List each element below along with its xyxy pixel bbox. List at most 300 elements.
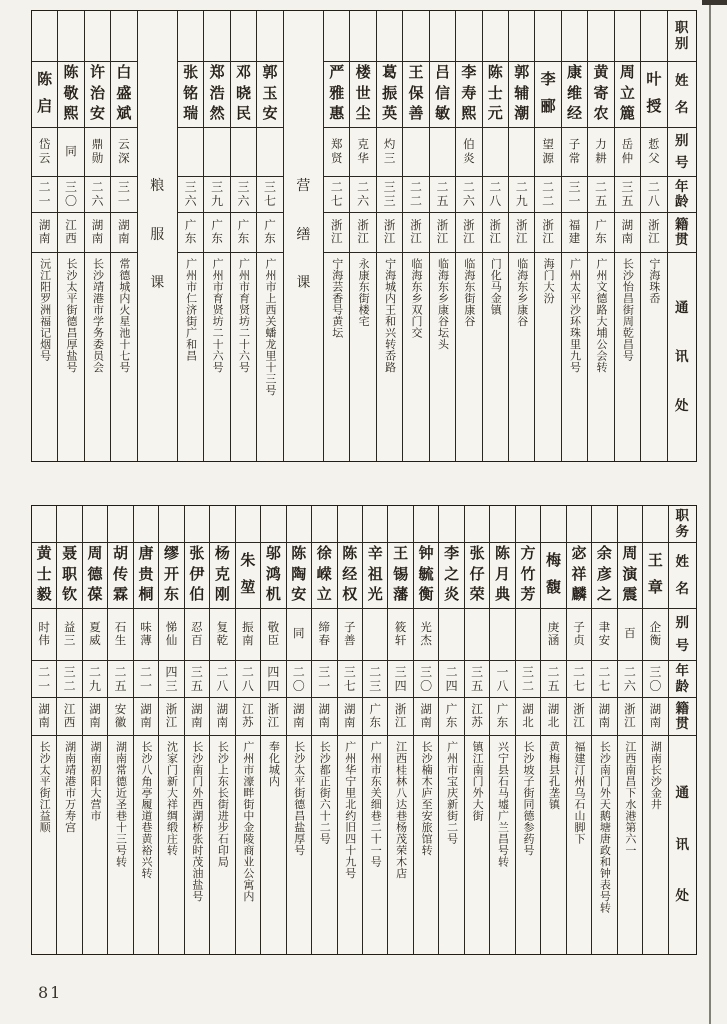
age-cell: 二 八 (641, 176, 666, 212)
name-cell: 李 之 炎 (439, 542, 463, 608)
person-column (429, 11, 455, 461)
job-cell (231, 11, 256, 61)
person-column (57, 11, 83, 461)
name-cell: 楼 世 尘 (350, 61, 375, 127)
contact-address: 长沙怡昌街周乾昌号 (621, 258, 634, 362)
origin-cell: 湖 南 (338, 697, 362, 735)
name-cell: 梅 馥 (541, 542, 565, 608)
age-cell: 二 九 (83, 660, 107, 697)
age-cell: 二 二 (403, 176, 428, 212)
age-cell: 二 五 (108, 660, 132, 697)
alias-cell: 同 (287, 608, 311, 660)
name-cell: 辛 祖 光 (363, 542, 387, 608)
scan-page-edge-line (709, 0, 711, 1024)
name-cell: 聂 职 钦 (57, 542, 81, 608)
origin-cell: 湖 北 (516, 697, 540, 735)
contact-cell (615, 252, 640, 461)
job-cell (58, 11, 83, 61)
job-cell (257, 11, 282, 61)
origin-cell: 湖 南 (32, 212, 57, 252)
contact-cell (641, 252, 666, 461)
origin-cell: 湖 南 (312, 697, 336, 735)
job-cell (363, 506, 387, 542)
name-cell: 郭 辅 潮 (509, 61, 534, 127)
contact-address: 宁海珠岙 (647, 258, 660, 304)
contact-cell (592, 735, 616, 954)
person-column (534, 11, 560, 461)
name-cell: 唐 贵 桐 (134, 542, 158, 608)
person-column (591, 506, 616, 954)
job-cell (85, 11, 110, 61)
origin-cell: 湖 南 (592, 697, 616, 735)
origin-cell: 安 徽 (108, 697, 132, 735)
person-column (256, 11, 282, 461)
person-column (617, 506, 642, 954)
age-cell: 二 五 (541, 660, 565, 697)
name-cell: 张 仔 荣 (465, 542, 489, 608)
origin-cell: 广 东 (439, 697, 463, 735)
alias-cell (231, 127, 256, 176)
contact-address: 临海东乡双门交 (410, 258, 423, 339)
origin-cell: 浙 江 (159, 697, 183, 735)
alias-cell (490, 608, 514, 660)
header-origin-label: 籍 贯 (668, 212, 696, 252)
person-column (489, 506, 514, 954)
header-age-label: 年 龄 (669, 660, 696, 697)
origin-cell: 浙 江 (377, 212, 402, 252)
contact-cell (350, 252, 375, 461)
alias-cell (403, 127, 428, 176)
job-cell (185, 506, 209, 542)
origin-cell: 广 东 (257, 212, 282, 252)
contact-address: 长沙都正街六十二号 (318, 741, 331, 845)
alias-cell: 振 南 (236, 608, 260, 660)
job-cell (32, 506, 56, 542)
origin-cell: 广 东 (363, 697, 387, 735)
contact-address: 长沙八角亭履道巷黄裕兴转 (139, 741, 152, 879)
alias-cell: 聿 安 (592, 608, 616, 660)
origin-cell: 湖 南 (185, 697, 209, 735)
origin-cell: 湖 南 (83, 697, 107, 735)
person-column (235, 506, 260, 954)
contact-cell (439, 735, 463, 954)
person-column (84, 11, 110, 461)
age-cell: 三 四 (388, 660, 412, 697)
contact-cell (541, 735, 565, 954)
name-cell: 黄 士 毅 (32, 542, 56, 608)
contact-cell (185, 735, 209, 954)
alias-cell: 味 薄 (134, 608, 158, 660)
contact-cell (58, 252, 83, 461)
age-cell: 三 七 (257, 176, 282, 212)
job-cell (134, 506, 158, 542)
contact-cell (287, 735, 311, 954)
age-cell: 三 二 (57, 660, 81, 697)
name-cell: 郑 浩 然 (204, 61, 229, 127)
origin-cell: 浙 江 (509, 212, 534, 252)
contact-address: 永康东街楼宅 (357, 258, 370, 327)
alias-cell (439, 608, 463, 660)
contact-address: 广州市上西关蟠龙里十三号 (263, 258, 276, 396)
job-cell (439, 506, 463, 542)
person-column (464, 506, 489, 954)
name-cell: 张 铭 瑞 (178, 61, 203, 127)
job-cell (388, 506, 412, 542)
scan-corner-mark (702, 0, 727, 5)
person-column (508, 11, 534, 461)
contact-address: 广州华宁里北约旧四十九号 (343, 741, 356, 879)
job-cell (236, 506, 260, 542)
alias-cell: 复 乾 (210, 608, 234, 660)
person-column (323, 11, 349, 461)
contact-address: 广州市东关细巷二十一号 (369, 741, 382, 868)
contact-address: 广州市育贤坊二十六号 (211, 258, 224, 373)
alias-cell: 筱 轩 (388, 608, 412, 660)
age-cell: 二 一 (32, 660, 56, 697)
alias-cell (483, 127, 508, 176)
job-cell (377, 11, 402, 61)
age-cell: 四 四 (261, 660, 285, 697)
age-cell: 三 五 (615, 176, 640, 212)
contact-cell (588, 252, 613, 461)
name-cell: 许 治 安 (85, 61, 110, 127)
age-cell: 四 三 (159, 660, 183, 697)
name-cell: 胡 传 霖 (108, 542, 132, 608)
name-cell: 周 德 葆 (83, 542, 107, 608)
table-header-column (667, 11, 696, 461)
origin-cell: 浙 江 (324, 212, 349, 252)
person-column (642, 506, 667, 954)
origin-cell: 浙 江 (618, 697, 642, 735)
name-cell: 余 彦 之 (592, 542, 616, 608)
person-column (614, 11, 640, 461)
job-cell (108, 506, 132, 542)
person-column (260, 506, 285, 954)
job-cell (350, 11, 375, 61)
alias-cell (204, 127, 229, 176)
origin-cell: 江 苏 (465, 697, 489, 735)
job-cell (57, 506, 81, 542)
name-cell: 钟 毓 衡 (414, 542, 438, 608)
alias-cell: 岱 云 (32, 127, 57, 176)
contact-cell (465, 735, 489, 954)
job-cell (592, 506, 616, 542)
contact-cell (567, 735, 591, 954)
contact-address: 长沙太平街德昌厚盐号 (65, 258, 78, 373)
person-column (209, 506, 234, 954)
contact-cell (134, 735, 158, 954)
contact-cell (83, 735, 107, 954)
person-column (56, 506, 81, 954)
age-cell: 三 五 (465, 660, 489, 697)
name-cell: 王 锡 藩 (388, 542, 412, 608)
contact-address: 湖南靖港市万寿宫 (63, 741, 76, 833)
contact-address: 长沙南门外天鹅塘唐政和钟表号转 (598, 741, 611, 914)
alias-cell: 悊 父 (641, 127, 666, 176)
alias-cell: 光 杰 (414, 608, 438, 660)
age-cell: 三 一 (562, 176, 587, 212)
job-cell (615, 11, 640, 61)
person-column (455, 11, 481, 461)
job-cell (465, 506, 489, 542)
name-cell: 陈 敬 熙 (58, 61, 83, 127)
origin-cell: 湖 南 (287, 697, 311, 735)
origin-cell: 广 东 (178, 212, 203, 252)
contact-address: 长沙靖港市学务委员会 (91, 258, 104, 373)
contact-cell (231, 252, 256, 461)
job-cell (541, 506, 565, 542)
header-alias-label: 别 号 (669, 608, 696, 660)
person-column (349, 11, 375, 461)
origin-cell: 浙 江 (430, 212, 455, 252)
origin-cell: 浙 江 (535, 212, 560, 252)
origin-cell: 湖 南 (85, 212, 110, 252)
alias-cell: 子 善 (338, 608, 362, 660)
age-cell: 二 三 (363, 660, 387, 697)
age-cell: 三 〇 (643, 660, 667, 697)
header-job-label: 职 别 (675, 20, 689, 51)
person-column (82, 506, 107, 954)
name-cell: 严 雅 惠 (324, 61, 349, 127)
contact-cell (32, 252, 57, 461)
origin-cell: 江 西 (58, 212, 83, 252)
header-job-label: 职 务 (675, 508, 690, 539)
name-cell: 白 盛 斌 (111, 61, 136, 127)
origin-cell: 广 东 (231, 212, 256, 252)
person-column (184, 506, 209, 954)
origin-cell: 江 苏 (236, 697, 260, 735)
contact-address: 湖南常德近圣巷十三号转 (114, 741, 127, 868)
name-cell: 邬 鸿 机 (261, 542, 285, 608)
contact-cell (535, 252, 560, 461)
job-cell (324, 11, 349, 61)
alias-cell: 庚 涵 (541, 608, 565, 660)
page-number: 81 (38, 983, 63, 1002)
contact-cell (108, 735, 132, 954)
alias-cell: 同 (58, 127, 83, 176)
name-cell: 郭 玉 安 (257, 61, 282, 127)
age-cell: 二 六 (618, 660, 642, 697)
name-cell: 王 章 (643, 542, 667, 608)
contact-address: 长沙太平街江益顺 (38, 741, 51, 833)
person-column (515, 506, 540, 954)
origin-cell: 广 东 (204, 212, 229, 252)
person-column (438, 506, 463, 954)
origin-cell: 广 东 (490, 697, 514, 735)
alias-cell: 益 三 (57, 608, 81, 660)
contact-address: 广州太平沙环珠里九号 (568, 258, 581, 373)
contact-address: 黄梅县孔垄镇 (547, 741, 560, 810)
alias-cell: 灼 三 (377, 127, 402, 176)
origin-cell: 湖 南 (615, 212, 640, 252)
name-cell: 康 维 经 (562, 61, 587, 127)
age-cell: 二 七 (592, 660, 616, 697)
origin-cell: 湖 北 (541, 697, 565, 735)
name-cell: 宓 祥 麟 (567, 542, 591, 608)
person-column (286, 506, 311, 954)
contact-address: 宁海城内王和兴转岙路 (383, 258, 396, 373)
alias-cell: 望 源 (535, 127, 560, 176)
name-cell: 叶 授 (641, 61, 666, 127)
alias-cell (178, 127, 203, 176)
job-cell (178, 11, 203, 61)
contact-cell (178, 252, 203, 461)
name-cell: 周 立 簏 (615, 61, 640, 127)
origin-cell: 浙 江 (567, 697, 591, 735)
alias-cell: 缔 春 (312, 608, 336, 660)
contact-address: 长沙楠木庐至安旅馆转 (420, 741, 433, 856)
contact-address: 镇江南门外大街 (471, 741, 484, 822)
person-column (540, 506, 565, 954)
section-label: 粮 服 课 (150, 178, 165, 292)
contact-cell (516, 735, 540, 954)
job-cell (159, 506, 183, 542)
job-cell (204, 11, 229, 61)
alias-cell: 子 贞 (567, 608, 591, 660)
header-alias-label: 别 号 (668, 127, 696, 176)
contact-cell (490, 735, 514, 954)
contact-address: 广州市育贤坊二十六号 (237, 258, 250, 373)
age-cell: 一 八 (490, 660, 514, 697)
section-column (283, 11, 323, 461)
age-cell: 三 九 (204, 176, 229, 212)
person-column (640, 11, 666, 461)
age-cell: 二 六 (350, 176, 375, 212)
age-cell: 二 四 (439, 660, 463, 697)
origin-cell: 湖 南 (643, 697, 667, 735)
person-column (32, 11, 57, 461)
name-cell: 陈 陶 安 (287, 542, 311, 608)
origin-cell: 福 建 (562, 212, 587, 252)
header-name-label: 姓 名 (668, 61, 696, 127)
contact-address: 临海东街康谷 (462, 258, 475, 327)
person-column (230, 11, 256, 461)
age-cell: 二 五 (430, 176, 455, 212)
alias-cell: 岳 仲 (615, 127, 640, 176)
job-cell (483, 11, 508, 61)
contact-cell (57, 735, 81, 954)
section-label: 营 缮 课 (296, 178, 311, 292)
age-cell: 三 二 (516, 660, 540, 697)
age-cell: 三 〇 (58, 176, 83, 212)
contact-cell (85, 252, 110, 461)
person-column (482, 11, 508, 461)
contact-cell (377, 252, 402, 461)
contact-address: 广州市仁济街广和昌 (184, 258, 197, 362)
person-column (402, 11, 428, 461)
name-cell: 王 保 善 (403, 61, 428, 127)
contact-address: 长沙坡子街同德参药号 (522, 741, 535, 856)
person-column (561, 11, 587, 461)
person-column (311, 506, 336, 954)
job-cell (414, 506, 438, 542)
contact-cell (388, 735, 412, 954)
contact-address: 临海东乡康谷 (515, 258, 528, 327)
person-column (177, 11, 203, 461)
person-column (566, 506, 591, 954)
alias-cell (430, 127, 455, 176)
name-cell: 邓 晓 民 (231, 61, 256, 127)
age-cell: 三 五 (185, 660, 209, 697)
age-cell: 二 六 (85, 176, 110, 212)
contact-address: 湖南初阳大营市 (89, 741, 102, 822)
alias-cell: 伯 炎 (456, 127, 481, 176)
origin-cell: 湖 南 (32, 697, 56, 735)
contact-address: 长沙上东长街进步石印局 (216, 741, 229, 868)
person-column (376, 11, 402, 461)
origin-cell: 浙 江 (261, 697, 285, 735)
contact-cell (32, 735, 56, 954)
contact-cell (210, 735, 234, 954)
contact-cell (618, 735, 642, 954)
name-cell: 陈 士 元 (483, 61, 508, 127)
contact-cell (257, 252, 282, 461)
age-cell: 二 八 (210, 660, 234, 697)
alias-cell (516, 608, 540, 660)
person-column (32, 506, 56, 954)
age-cell: 二 八 (236, 660, 260, 697)
contact-address: 江西桂林八达巷杨茂荣木店 (394, 741, 407, 879)
age-cell: 二 六 (456, 176, 481, 212)
name-cell: 李 郦 (535, 61, 560, 127)
contact-address: 兴宁县石马墟广兰昌号转 (496, 741, 509, 868)
job-cell (535, 11, 560, 61)
contact-cell (159, 735, 183, 954)
contact-address: 江西南昌下水港第六一 (623, 741, 636, 856)
contact-address: 广州市宝庆新街二号 (445, 741, 458, 845)
job-cell (403, 11, 428, 61)
name-cell: 杨 克 刚 (210, 542, 234, 608)
alias-cell (465, 608, 489, 660)
header-contact-label: 通 讯 处 (669, 735, 696, 954)
name-cell: 缪 开 东 (159, 542, 183, 608)
contact-address: 长沙南门外西湖桥张时茂油盐号 (190, 741, 203, 902)
age-cell: 二 一 (32, 176, 57, 212)
job-cell (562, 11, 587, 61)
job-cell (83, 506, 107, 542)
alias-cell: 石 生 (108, 608, 132, 660)
contact-cell (204, 252, 229, 461)
name-cell: 朱 堃 (236, 542, 260, 608)
contact-cell (338, 735, 362, 954)
name-cell: 张 伊 伯 (185, 542, 209, 608)
age-cell: 二 七 (567, 660, 591, 697)
contact-address: 长沙太平街德昌盐厚号 (292, 741, 305, 856)
contact-address: 奉化城内 (267, 741, 280, 787)
contact-cell (261, 735, 285, 954)
header-origin-label: 籍 贯 (669, 697, 696, 735)
name-cell: 陈 经 权 (338, 542, 362, 608)
contact-cell (236, 735, 260, 954)
contact-address: 沅江阳罗洲福记烟号 (38, 258, 51, 362)
job-cell (32, 11, 57, 61)
name-cell: 周 演 震 (618, 542, 642, 608)
age-cell: 二 七 (324, 176, 349, 212)
alias-cell: 悌 仙 (159, 608, 183, 660)
contact-cell (324, 252, 349, 461)
contact-cell (643, 735, 667, 954)
alias-cell: 克 华 (350, 127, 375, 176)
contact-address: 临海东乡康谷坛头 (436, 258, 449, 350)
contact-address: 海门大汾 (542, 258, 555, 304)
section-column (137, 11, 177, 461)
alias-cell: 夏 威 (83, 608, 107, 660)
contact-address: 湖南长沙金井 (649, 741, 662, 810)
name-cell: 葛 振 英 (377, 61, 402, 127)
age-cell: 三 七 (338, 660, 362, 697)
job-cell (509, 11, 534, 61)
name-cell: 陈 月 典 (490, 542, 514, 608)
